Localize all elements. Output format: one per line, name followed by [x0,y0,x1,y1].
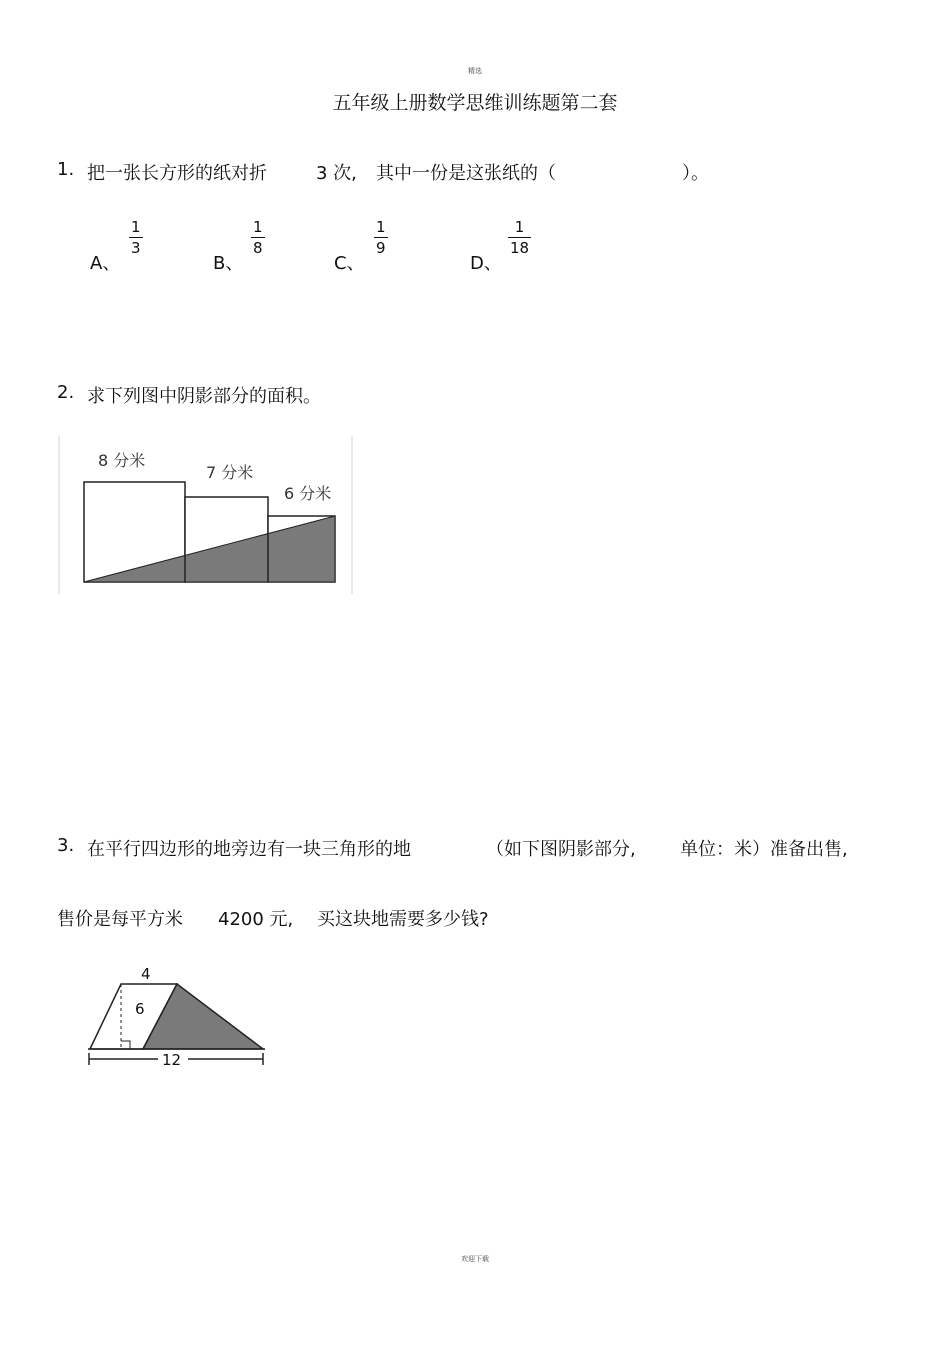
fraction-denominator: 18 [510,239,530,257]
option-letter: D、 [470,253,502,274]
option-letter: A、 [90,253,121,274]
label-7dm: 7 分米 [206,463,254,482]
q3-text-a: 在平行四边形的地旁边有一块三角形的地 [87,839,411,860]
q2-figure [56,436,356,596]
label-base-12: 12 [162,1051,182,1069]
label-6dm: 6 分米 [284,484,332,503]
header-watermark: 精选 [468,67,482,75]
q1-text-c: 其中一份是这张纸的（ [376,163,556,184]
q3-number: 3. [57,835,75,856]
fraction-bar [508,237,531,238]
fraction-bar [129,237,143,238]
page-title: 五年级上册数学思维训练题第二套 [332,92,618,114]
fraction-numerator: 1 [131,218,141,236]
fraction [374,218,388,257]
q1-text-b: 3 次, [316,163,357,184]
fraction [251,218,265,257]
fraction-numerator: 1 [514,218,525,236]
q3-line2-a: 售价是每平方米 [57,909,183,930]
q1-text-a: 把一张长方形的纸对折 [87,163,267,184]
label-top-4: 4 [141,965,151,983]
q3-figure [80,960,280,1072]
footer-watermark: 欢迎下载 [461,1255,489,1263]
fraction-bar [374,237,388,238]
fraction-numerator: 1 [376,218,386,236]
q1-number: 1. [57,159,75,180]
q3-line2-b: 4200 元, [218,909,294,930]
fraction-denominator: 8 [253,239,263,257]
fraction-denominator: 9 [376,239,386,257]
q3-line2-c: 买这块地需要多少钱? [317,909,489,930]
fraction [129,218,143,257]
fraction [508,218,531,257]
q1-text-d: ）。 [682,163,709,184]
option-letter: C、 [334,253,365,274]
q2-number: 2. [57,382,75,403]
option-letter: B、 [213,253,244,274]
q3-text-c: 单位：米）准备出售, [680,839,848,860]
q3-text-b: （如下图阴影部分, [486,839,636,860]
label-height-6: 6 [135,1000,145,1018]
fraction-bar [251,237,265,238]
fraction-numerator: 1 [253,218,263,236]
fraction-denominator: 3 [131,239,141,257]
q2-text: 求下列图中阴影部分的面积。 [87,386,321,407]
label-8dm: 8 分米 [98,451,146,470]
